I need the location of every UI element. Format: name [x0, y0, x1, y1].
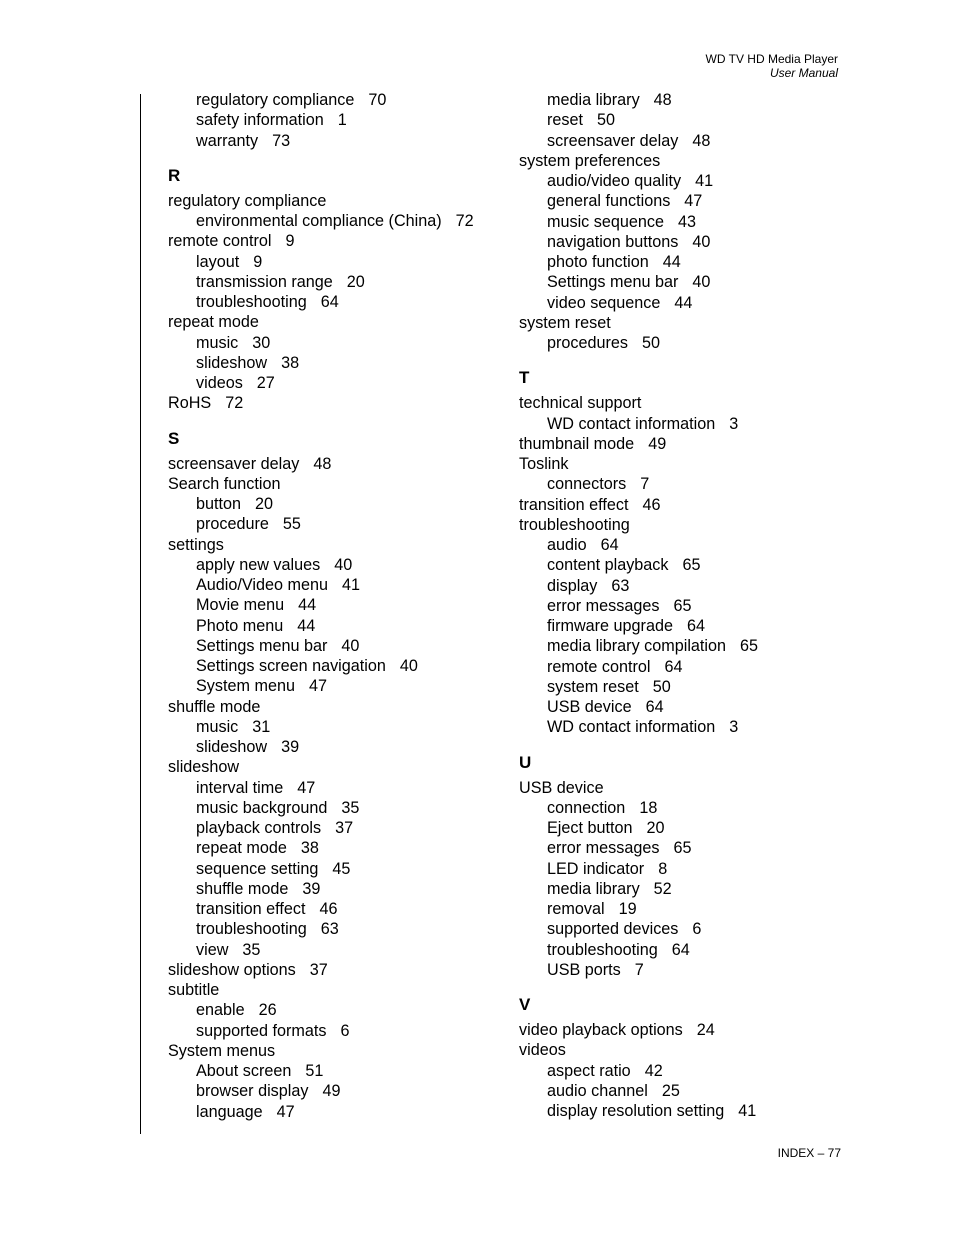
- index-page-number: 49: [648, 434, 667, 453]
- index-subentry: [168, 555, 498, 575]
- index-entry: [519, 454, 849, 474]
- index-term: music sequence: [547, 212, 664, 231]
- index-term: audio: [547, 536, 587, 554]
- index-column-right: [519, 90, 849, 1121]
- index-entry: [168, 454, 498, 474]
- index-term: Eject button: [547, 819, 633, 837]
- index-term: troubleshooting: [196, 920, 307, 939]
- index-entry: [168, 474, 498, 494]
- index-term: slideshow: [196, 738, 268, 756]
- index-subentry: [168, 353, 498, 373]
- index-term: sequence setting: [196, 859, 319, 878]
- index-term: view: [196, 940, 229, 959]
- index-subentry: [168, 717, 498, 737]
- index-term: playback controls: [196, 819, 322, 837]
- index-subentry: [519, 899, 849, 919]
- index-term: repeat mode: [196, 839, 287, 858]
- index-subentry: [519, 212, 849, 232]
- index-term: firmware upgrade: [547, 617, 673, 635]
- index-page-number: 38: [281, 353, 300, 372]
- index-entry: [519, 515, 849, 535]
- index-entry: [168, 1041, 498, 1061]
- index-page-number: 43: [677, 212, 696, 231]
- index-page-number: 40: [399, 657, 418, 675]
- index-page-number: 64: [600, 536, 619, 554]
- index-subentry: [519, 960, 849, 980]
- index-subentry: [519, 90, 849, 110]
- index-entry: [168, 191, 498, 211]
- index-page-number: 26: [258, 1001, 277, 1020]
- index-term: procedures: [547, 334, 628, 352]
- index-subentry: [168, 737, 498, 757]
- index-page-number: 48: [692, 131, 711, 150]
- index-term: slideshow: [168, 758, 240, 777]
- index-term: technical support: [519, 394, 642, 413]
- index-subentry: [519, 596, 849, 616]
- index-subentry: [519, 535, 849, 555]
- index-subentry: [168, 676, 498, 696]
- index-page-number: 18: [639, 798, 658, 817]
- index-letter-heading: V: [519, 995, 531, 1014]
- index-term: troubleshooting: [547, 940, 658, 959]
- index-page-number: 41: [695, 172, 714, 190]
- index-page-number: 3: [729, 718, 739, 737]
- index-term: subtitle: [168, 981, 220, 999]
- index-subentry: [519, 677, 849, 697]
- index-entry: [519, 778, 849, 798]
- index-page-number: 47: [308, 677, 327, 696]
- index-page-number: 50: [652, 677, 671, 696]
- index-subentry: [168, 899, 498, 919]
- index-subentry: [519, 818, 849, 838]
- index-letter-heading: R: [168, 165, 181, 185]
- index-term: procedure: [196, 515, 269, 534]
- index-term: Toslink: [519, 455, 569, 473]
- index-term: photo function: [547, 253, 649, 271]
- index-term: screensaver delay: [547, 131, 679, 150]
- index-term: videos: [196, 374, 243, 392]
- index-subentry: [519, 940, 849, 960]
- index-term: warranty: [196, 131, 259, 150]
- index-subentry: [519, 838, 849, 858]
- index-page-number: 44: [674, 293, 693, 312]
- index-term: transmission range: [196, 272, 333, 291]
- index-term: display resolution setting: [547, 1102, 725, 1120]
- index-page-number: 42: [644, 1061, 663, 1080]
- index-entry: [168, 393, 498, 413]
- index-term: Search function: [168, 474, 281, 493]
- index-term: regulatory compliance: [196, 91, 355, 109]
- index-subentry: [168, 879, 498, 899]
- index-subentry: [168, 1061, 498, 1081]
- index-page-number: 44: [662, 253, 681, 271]
- index-page-number: 47: [684, 192, 703, 211]
- index-page-number: 72: [225, 394, 244, 413]
- index-term: media library: [547, 91, 640, 109]
- index-term: language: [196, 1102, 263, 1121]
- index-page-number: 64: [664, 657, 683, 676]
- index-term: navigation buttons: [547, 232, 679, 251]
- index-page-number: 47: [276, 1102, 295, 1121]
- index-subentry: [168, 859, 498, 879]
- index-term: USB ports: [547, 960, 621, 979]
- index-page-number: 20: [255, 495, 274, 513]
- index-entry: [519, 1040, 849, 1060]
- index-page-number: 50: [642, 334, 661, 352]
- index-page-number: 35: [242, 940, 261, 959]
- index-page-number: 64: [686, 617, 705, 635]
- index-page-number: 44: [297, 616, 316, 635]
- index-page-number: 7: [640, 475, 650, 494]
- index-entry: [168, 757, 498, 777]
- index-subentry: [168, 616, 498, 636]
- index-term: enable: [196, 1001, 245, 1020]
- index-page-number: 39: [281, 738, 300, 756]
- index-term: music background: [196, 798, 328, 817]
- index-page-number: 38: [300, 839, 319, 858]
- index-subentry: [168, 373, 498, 393]
- index-subentry: [168, 1081, 498, 1101]
- index-term: aspect ratio: [547, 1061, 631, 1080]
- index-subentry: [519, 272, 849, 292]
- index-subentry: [168, 1000, 498, 1020]
- index-subentry: [168, 575, 498, 595]
- index-term: settings: [168, 535, 224, 554]
- index-entry: [168, 960, 498, 980]
- index-subentry: [519, 576, 849, 596]
- index-page-number: 46: [642, 495, 661, 514]
- index-entry: [519, 1020, 849, 1040]
- index-term: screensaver delay: [168, 454, 300, 473]
- index-page-number: 73: [272, 131, 291, 150]
- index-page-number: 45: [332, 859, 351, 878]
- index-term: general functions: [547, 192, 671, 211]
- index-subentry: [519, 919, 849, 939]
- index-page-number: 48: [313, 454, 332, 473]
- index-subentry: [519, 131, 849, 151]
- index-term: WD contact information: [547, 414, 716, 433]
- index-term: supported devices: [547, 920, 679, 939]
- index-page-number: 46: [319, 900, 338, 918]
- index-subentry: [168, 292, 498, 312]
- index-page-number: 9: [253, 252, 263, 271]
- index-page-number: 64: [671, 940, 690, 959]
- index-page-number: 65: [740, 637, 759, 656]
- index-term: environmental compliance (China): [196, 212, 442, 230]
- index-term: button: [196, 495, 242, 513]
- index-subentry: [519, 191, 849, 211]
- index-entry: [168, 312, 498, 332]
- index-subentry: [168, 1102, 498, 1122]
- index-term: remote control: [547, 657, 651, 676]
- index-term: system preferences: [519, 151, 661, 170]
- index-page-number: 40: [341, 636, 360, 655]
- index-term: video sequence: [547, 293, 661, 312]
- index-term: display: [547, 576, 598, 595]
- index-entry: [519, 151, 849, 171]
- index-page-number: 55: [282, 515, 301, 534]
- index-term: music: [196, 333, 239, 352]
- index-term: USB device: [547, 698, 632, 716]
- index-term: audio/video quality: [547, 172, 682, 190]
- page-footer: INDEX – 77: [777, 1146, 841, 1160]
- header-title: WD TV HD Media Player: [705, 52, 838, 66]
- index-page-number: 49: [322, 1082, 341, 1101]
- index-term: slideshow options: [168, 960, 296, 979]
- index-subentry: [168, 838, 498, 858]
- index-subentry: [519, 171, 849, 191]
- index-term: music: [196, 717, 239, 736]
- index-page-number: 8: [658, 859, 668, 878]
- index-subentry: [519, 697, 849, 717]
- index-page-number: 51: [305, 1062, 324, 1080]
- index-subentry: [519, 1081, 849, 1101]
- index-page-number: 3: [729, 414, 739, 433]
- index-term: RoHS: [168, 394, 212, 413]
- index-page-number: 39: [302, 879, 321, 898]
- index-subentry: [168, 272, 498, 292]
- index-entry: [519, 434, 849, 454]
- index-subentry: [519, 717, 849, 737]
- index-entry: [168, 535, 498, 555]
- index-subentry: [168, 131, 498, 151]
- index-page-number: 37: [309, 960, 328, 979]
- index-page-number: 19: [618, 900, 637, 918]
- index-term: supported formats: [196, 1021, 327, 1040]
- index-subentry: [168, 595, 498, 615]
- index-entry: [168, 231, 498, 251]
- index-entry: [168, 697, 498, 717]
- index-page-number: 40: [692, 232, 711, 251]
- index-subentry: [519, 879, 849, 899]
- index-page-number: 9: [285, 232, 295, 251]
- index-page-number: 24: [696, 1021, 715, 1039]
- index-term: reset: [547, 111, 583, 130]
- index-subentry: [519, 616, 849, 636]
- index-page-number: 6: [340, 1021, 350, 1040]
- index-term: video playback options: [519, 1021, 683, 1039]
- index-subentry: [168, 940, 498, 960]
- index-subentry: [168, 798, 498, 818]
- index-subentry: [168, 110, 498, 130]
- index-page-number: 47: [297, 778, 316, 797]
- index-term: slideshow: [196, 353, 268, 372]
- index-page-number: 31: [252, 717, 271, 736]
- index-page-number: 7: [634, 960, 644, 979]
- index-term: thumbnail mode: [519, 434, 635, 453]
- index-subentry: [519, 636, 849, 656]
- index-subentry: [519, 474, 849, 494]
- index-letter-heading: U: [519, 752, 532, 772]
- index-column-left: [168, 90, 498, 1122]
- index-page-number: 65: [673, 839, 692, 858]
- index-subentry: [168, 514, 498, 534]
- index-page-number: 70: [368, 91, 387, 109]
- index-page-number: 72: [455, 212, 474, 230]
- index-page-number: 44: [298, 596, 317, 615]
- index-page-number: 37: [335, 819, 354, 837]
- index-term: shuffle mode: [168, 697, 261, 716]
- index-subentry: [519, 555, 849, 575]
- index-page-number: 20: [646, 819, 665, 837]
- index-term: Photo menu: [196, 616, 284, 635]
- index-subentry: [519, 657, 849, 677]
- index-entry: [519, 393, 849, 413]
- index-subentry: [168, 919, 498, 939]
- index-term: Movie menu: [196, 596, 285, 615]
- index-page-number: 63: [611, 576, 630, 595]
- index-subentry: [519, 859, 849, 879]
- index-letter-heading: T: [519, 368, 530, 388]
- index-page-number: 64: [645, 698, 664, 716]
- index-subentry: [168, 252, 498, 272]
- index-subentry: [519, 798, 849, 818]
- index-subentry: [519, 232, 849, 252]
- index-term: remote control: [168, 232, 272, 251]
- index-page-number: 65: [673, 596, 692, 615]
- index-term: Audio/Video menu: [196, 576, 328, 594]
- index-term: Settings screen navigation: [196, 657, 386, 675]
- index-term: troubleshooting: [196, 293, 307, 311]
- index-page-number: 41: [738, 1102, 757, 1120]
- index-page-number: 6: [692, 920, 702, 939]
- index-subentry: [168, 333, 498, 353]
- index-term: LED indicator: [547, 859, 645, 878]
- index-term: connection: [547, 798, 626, 817]
- index-subentry: [519, 1061, 849, 1081]
- index-term: WD contact information: [547, 718, 716, 737]
- index-page-number: 1: [337, 111, 347, 130]
- index-term: Settings menu bar: [547, 273, 679, 292]
- index-term: system reset: [519, 313, 611, 332]
- index-subentry: [168, 494, 498, 514]
- index-entry: [519, 313, 849, 333]
- index-term: videos: [519, 1041, 566, 1060]
- index-letter-heading: S: [168, 428, 180, 448]
- index-page-number: 27: [256, 374, 275, 392]
- index-page-number: 65: [682, 556, 701, 575]
- index-subentry: [168, 818, 498, 838]
- index-term: connectors: [547, 475, 627, 494]
- index-subentry: [168, 1021, 498, 1041]
- index-subentry: [519, 293, 849, 313]
- index-term: regulatory compliance: [168, 191, 327, 210]
- index-subentry: [519, 333, 849, 353]
- index-subentry: [168, 211, 498, 231]
- index-page-number: 30: [252, 333, 271, 352]
- index-term: media library compilation: [547, 637, 727, 656]
- index-subentry: [168, 636, 498, 656]
- index-term: USB device: [519, 778, 604, 797]
- index-term: troubleshooting: [519, 515, 630, 534]
- index-page-number: 50: [597, 111, 616, 130]
- index-term: transition effect: [519, 495, 629, 514]
- index-subentry: [519, 414, 849, 434]
- index-term: content playback: [547, 556, 669, 575]
- index-term: apply new values: [196, 555, 321, 574]
- index-entry: [519, 495, 849, 515]
- index-page-number: 40: [692, 273, 711, 292]
- index-subentry: [519, 110, 849, 130]
- index-term: browser display: [196, 1082, 309, 1101]
- header-subtitle: User Manual: [769, 66, 838, 80]
- index-subentry: [168, 656, 498, 676]
- index-page-number: 40: [334, 555, 353, 574]
- index-term: System menu: [196, 677, 295, 696]
- index-term: removal: [547, 900, 605, 918]
- index-term: layout: [196, 252, 240, 271]
- index-term: repeat mode: [168, 313, 259, 332]
- index-term: interval time: [196, 778, 284, 797]
- index-term: About screen: [196, 1062, 292, 1080]
- index-page-number: 20: [346, 272, 365, 291]
- index-page-number: 52: [653, 879, 672, 898]
- index-page-number: 63: [320, 920, 339, 939]
- margin-rule: [140, 94, 141, 1134]
- index-term: System menus: [168, 1041, 276, 1060]
- index-term: Settings menu bar: [196, 636, 328, 655]
- index-term: system reset: [547, 677, 639, 696]
- index-subentry: [519, 252, 849, 272]
- index-page-number: 64: [320, 293, 339, 311]
- index-subentry: [168, 778, 498, 798]
- index-term: error messages: [547, 839, 660, 858]
- index-term: transition effect: [196, 900, 306, 918]
- index-page-number: 41: [342, 576, 361, 594]
- index-subentry: [519, 1101, 849, 1121]
- index-term: audio channel: [547, 1081, 648, 1100]
- index-entry: [168, 980, 498, 1000]
- index-term: error messages: [547, 596, 660, 615]
- index-page-number: 25: [661, 1081, 680, 1100]
- index-term: safety information: [196, 111, 324, 130]
- index-page-number: 48: [653, 91, 672, 109]
- index-term: shuffle mode: [196, 879, 289, 898]
- running-header: [706, 52, 838, 80]
- index-term: media library: [547, 879, 640, 898]
- index-page-number: 35: [341, 798, 360, 817]
- index-subentry: [168, 90, 498, 110]
